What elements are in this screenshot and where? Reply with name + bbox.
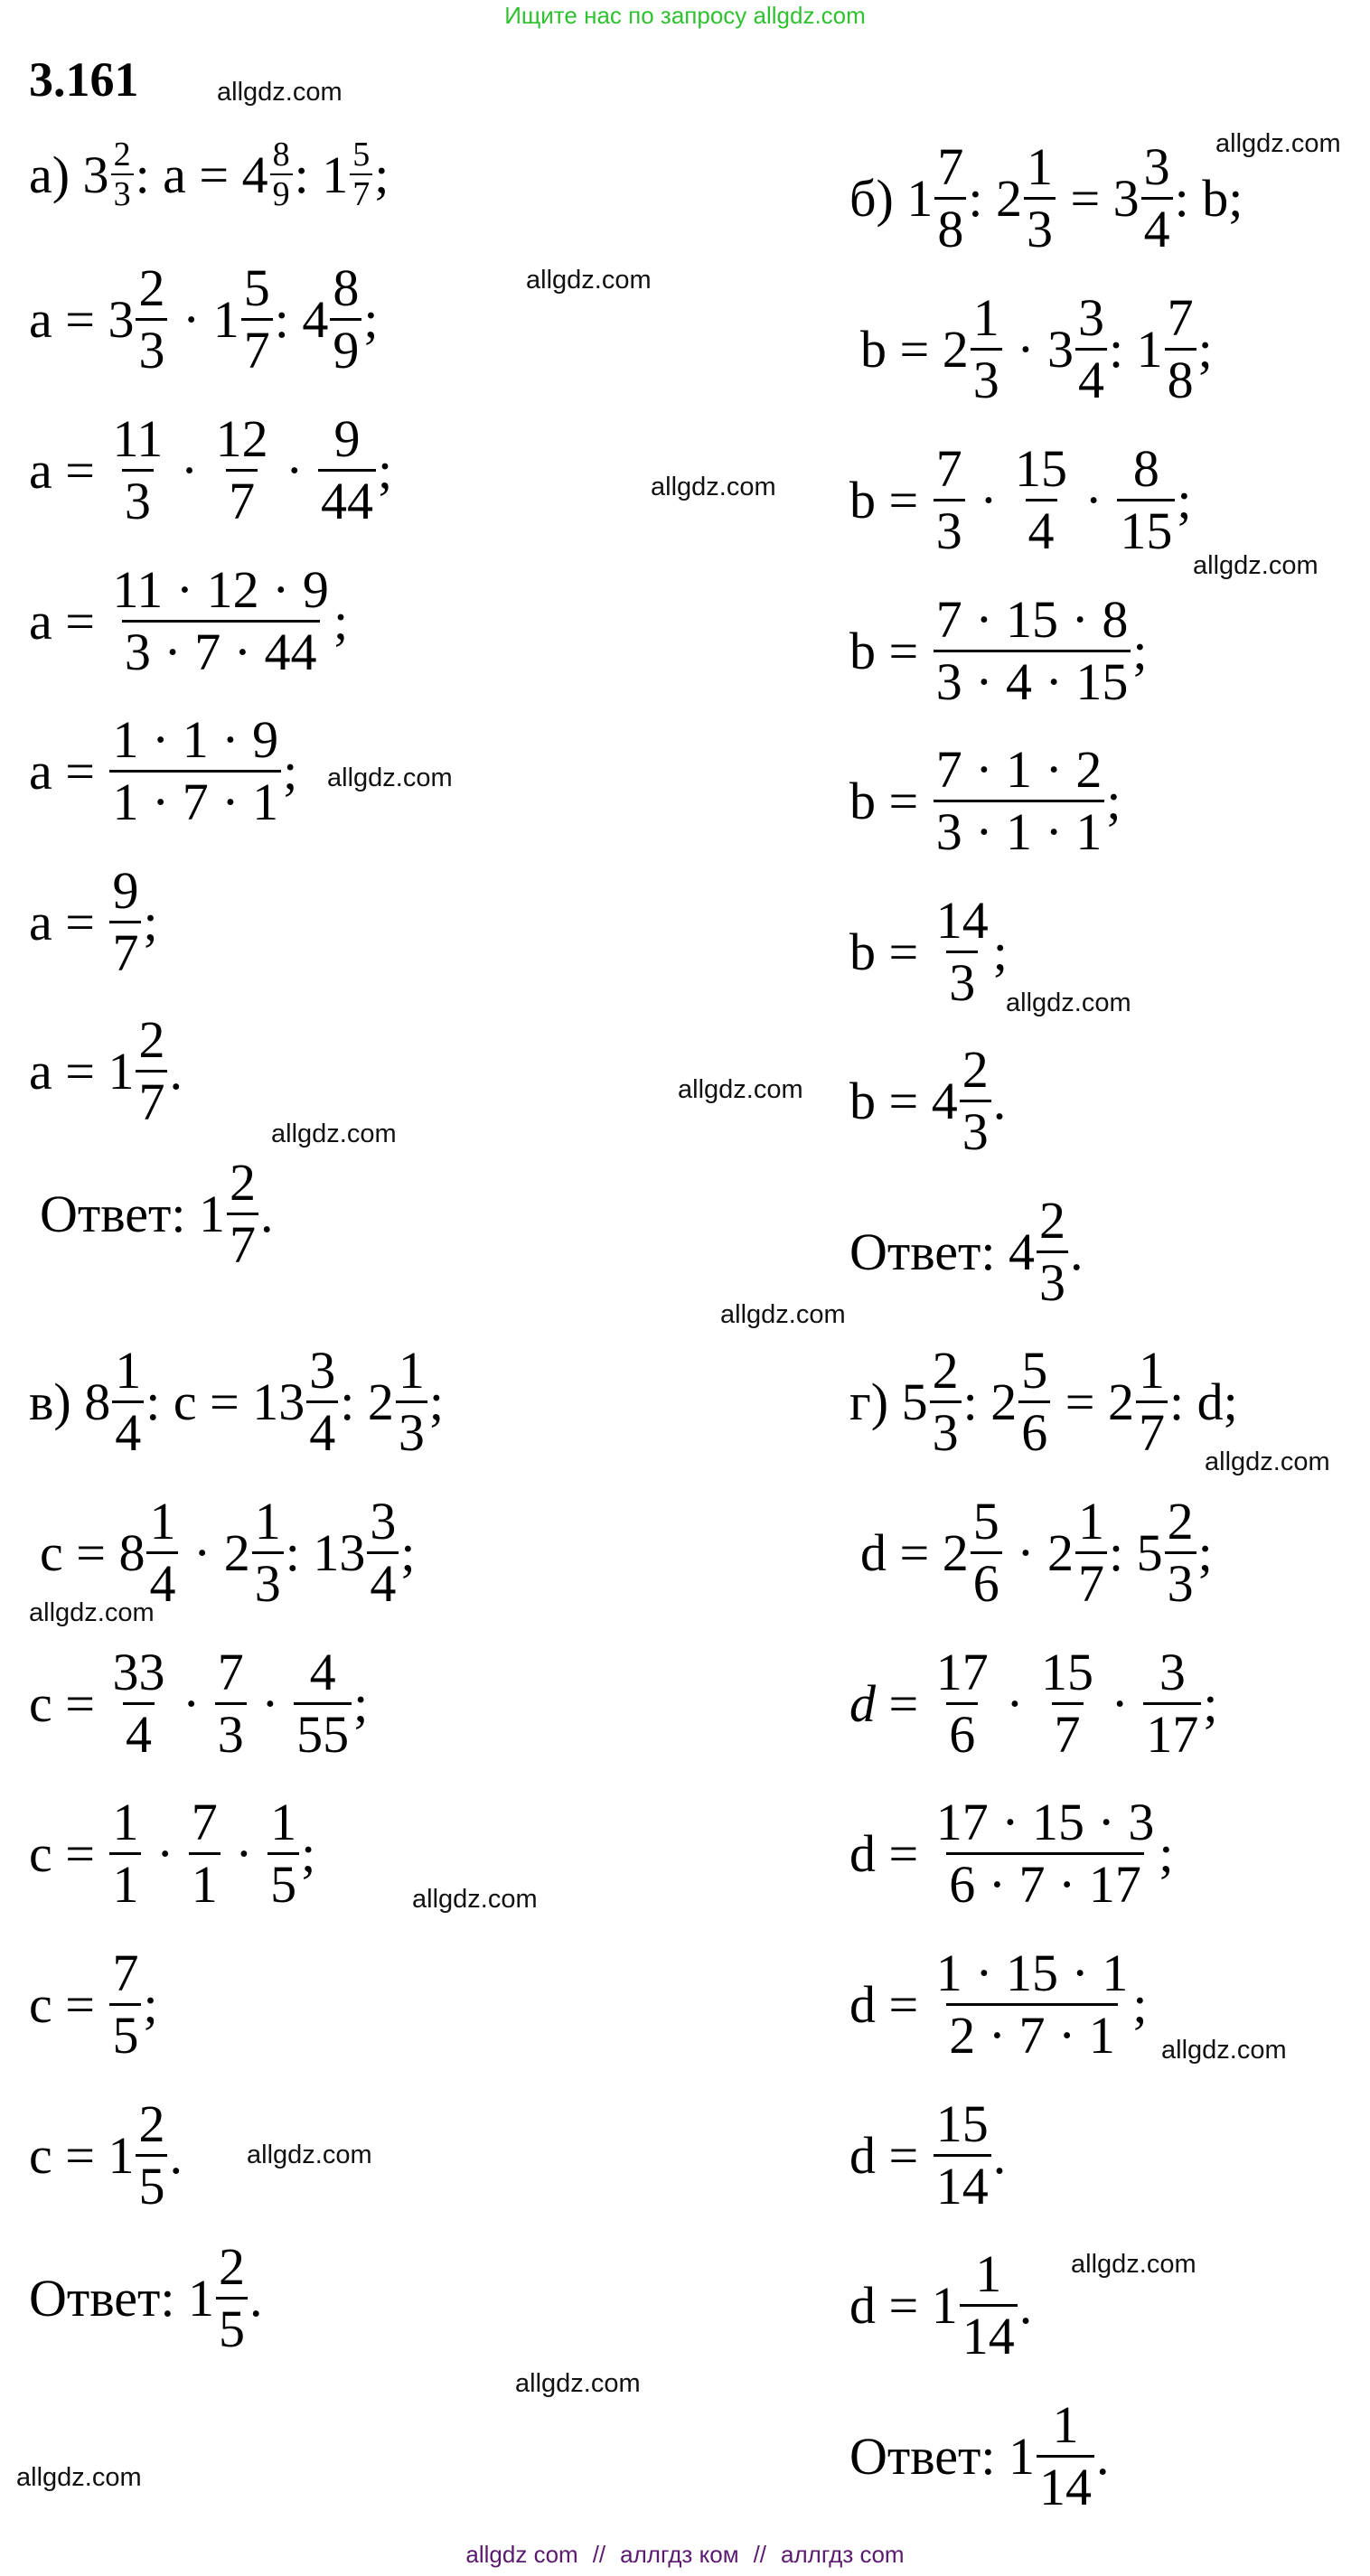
fraction: $\frac{15}{4}$: [1015, 438, 1068, 560]
fraction: $\frac{7}{5}$: [109, 1944, 141, 2065]
fraction: $\frac{9}{44}$: [318, 409, 376, 531]
part-b-answer: Ответ: 4 $\frac{2}{3}$ .: [849, 1190, 1084, 1312]
fraction: $\frac{1}{7}$: [1075, 1492, 1107, 1614]
part-v-line-2: c = 8 $\frac{1}{4}$ · 2 $\frac{1}{3}$ : 13 $\frac{3}{4}$ ;: [40, 1491, 416, 1613]
fraction: $\frac{5}{6}$: [1018, 1341, 1050, 1463]
part-b-line-5: b = $\frac{7 \cdot 1 \cdot 2}{3 \cdot 1 \cdot 1}$ ;: [849, 739, 1121, 861]
watermark: allgdz.com: [1215, 129, 1341, 158]
part-v-line-1: в) 8 $\frac{1}{4}$ : c = 13 $\frac{3}{4}$ : 2 $\frac{1}{3}$ ;: [29, 1340, 445, 1462]
watermark: allgdz.com: [678, 1075, 803, 1104]
watermark: allgdz.com: [29, 1598, 155, 1627]
part-a-line-6: a = $\frac{9}{7}$ ;: [29, 860, 158, 982]
watermark: allgdz.com: [412, 1885, 538, 1914]
footer-separator: //: [592, 2541, 606, 2568]
fraction: $\frac{15}{7}$: [1041, 1642, 1094, 1764]
fraction: $\frac{11}{3}$: [112, 408, 164, 530]
part-b-line-7: b = 4 $\frac{2}{3}$ .: [849, 1039, 1007, 1161]
fraction: $\frac{1}{1}$: [109, 1793, 141, 1915]
part-v-line-4: c = $\frac{1}{1}$ · $\frac{7}{1}$ · $\frac{1}{5}$ ;: [29, 1792, 316, 1914]
fraction: $\frac{11 \cdot 12 \cdot 9}{3 \cdot 7 \cdot 44}$: [112, 559, 329, 681]
watermark: allgdz.com: [327, 763, 453, 792]
part-v-line-5: c = $\frac{7}{5}$ ;: [29, 1943, 158, 2065]
fraction: $\frac{2}{3}$: [1165, 1492, 1196, 1614]
part-b-line-2: b = 2 $\frac{1}{3}$ · 3 $\frac{3}{4}$ : 1 $\frac{7}{8}$ ;: [860, 287, 1213, 409]
watermark: allgdz.com: [1205, 1447, 1330, 1476]
fraction: $\frac{7}{8}$: [1165, 288, 1196, 410]
fraction: $\frac{8}{15}$: [1117, 439, 1175, 561]
watermark: allgdz.com: [271, 1119, 397, 1148]
watermark: allgdz.com: [526, 266, 652, 295]
fraction: $\frac{7}{8}$: [934, 137, 966, 259]
fraction: $\frac{7}{1}$: [189, 1793, 221, 1915]
fraction: $\frac{2}{5}$: [216, 2237, 248, 2359]
part-v-line-6: c = 1 $\frac{2}{5}$ .: [29, 2094, 183, 2215]
part-b-line-4: b = $\frac{7 \cdot 15 \cdot 8}{3 \cdot 4 \cdot 15}$ ;: [849, 589, 1148, 711]
watermark: allgdz.com: [16, 2463, 142, 2492]
footer-link[interactable]: аллгдз com: [781, 2541, 905, 2568]
part-a-line-1: а) 3 $\frac{2}{3}$ : a = 4 $\frac{8}{9}$ : 1 $\frac{5}{7}$ ;: [29, 136, 389, 213]
part-g-line-2: d = 2 $\frac{5}{6}$ · 2 $\frac{1}{7}$ : 5 $\frac{2}{3}$ ;: [860, 1491, 1213, 1613]
part-g-line-3: d = $\frac{17}{6}$ · $\frac{15}{7}$ · $\frac{3}{17}$ ;: [849, 1642, 1218, 1764]
fraction: $\frac{2}{3}$: [930, 1341, 962, 1463]
top-banner[interactable]: Ищите нас по запросу allgdz.com: [504, 2, 866, 29]
footer-separator: //: [753, 2541, 767, 2568]
fraction: $\frac{8}{9}$: [270, 136, 293, 213]
fraction: $\frac{2}{7}$: [227, 1153, 258, 1275]
part-g-line-4: d = $\frac{17 \cdot 15 \cdot 3}{6 \cdot 7 \cdot 17}$ ;: [849, 1792, 1174, 1914]
fraction: $\frac{17 \cdot 15 \cdot 3}{6 \cdot 7 \cdot 17}$: [935, 1792, 1155, 1914]
footer-link[interactable]: allgdz com: [465, 2541, 578, 2568]
fraction: $\frac{1}{3}$: [971, 288, 1002, 410]
part-v-line-3: c = $\frac{33}{4}$ · $\frac{7}{3}$ · $\frac{4}{55}$ ;: [29, 1642, 369, 1764]
fraction: $\frac{1}{3}$: [396, 1341, 427, 1463]
part-b-line-6: b = $\frac{14}{3}$ ;: [849, 890, 1008, 1012]
part-a-line-4: a = $\frac{11 \cdot 12 \cdot 9}{3 \cdot 7 \cdot 44}$ ;: [29, 559, 349, 681]
fraction: $\frac{1}{14}$: [1037, 2395, 1094, 2517]
fraction: $\frac{5}{7}$: [241, 258, 273, 380]
watermark: allgdz.com: [515, 2369, 641, 2398]
fraction: $\frac{2}{3}$: [960, 1040, 991, 1162]
fraction: $\frac{3}{17}$: [1143, 1643, 1201, 1765]
fraction: $\frac{4}{55}$: [294, 1643, 352, 1765]
fraction: $\frac{7 \cdot 1 \cdot 2}{3 \cdot 1 \cdot 1}$: [934, 740, 1105, 862]
fraction: $\frac{2}{3}$: [136, 258, 167, 380]
part-g-line-6: d = $\frac{15}{14}$ .: [849, 2094, 1007, 2215]
fraction: $\frac{1}{3}$: [252, 1492, 284, 1614]
fraction: $\frac{33}{4}$: [112, 1642, 165, 1764]
watermark: allgdz.com: [1071, 2250, 1196, 2279]
fraction: $\frac{5}{6}$: [971, 1492, 1002, 1614]
fraction: $\frac{2}{7}$: [136, 1010, 167, 1132]
fraction: $\frac{2}{3}$: [111, 136, 134, 213]
fraction: $\frac{2}{5}$: [136, 2094, 167, 2216]
watermark: allgdz.com: [217, 78, 342, 107]
part-g-answer: Ответ: 1 $\frac{1}{14}$ .: [849, 2394, 1110, 2516]
fraction: $\frac{1 \cdot 15 \cdot 1}{2 \cdot 7 \cdot 1}$: [935, 1943, 1129, 2065]
part-g-line-7: d = 1 $\frac{1}{14}$ .: [849, 2243, 1033, 2365]
fraction: $\frac{1}{5}$: [267, 1793, 299, 1915]
fraction: $\frac{1}{14}$: [960, 2244, 1018, 2366]
fraction: $\frac{12}{7}$: [215, 408, 268, 530]
watermark: allgdz.com: [247, 2140, 372, 2169]
fraction: $\frac{7}{3}$: [934, 439, 965, 561]
part-b-line-1: б) 1 $\frac{7}{8}$ : 2 $\frac{1}{3}$ = 3 $\frac{3}{4}$ : b;: [849, 136, 1243, 258]
part-a-line-7: a = 1 $\frac{2}{7}$ .: [29, 1009, 183, 1131]
footer-link[interactable]: аллгдз ком: [620, 2541, 739, 2568]
exercise-number: 3.161: [29, 52, 139, 107]
fraction: $\frac{1 \cdot 1 \cdot 9}{1 \cdot 7 \cdot 1}$: [109, 710, 281, 832]
fraction: $\frac{3}{4}$: [1075, 288, 1107, 410]
footer: [0, 2539, 1370, 2570]
watermark: allgdz.com: [651, 473, 776, 501]
fraction: $\frac{1}{3}$: [1024, 137, 1056, 259]
fraction: $\frac{1}{4}$: [146, 1492, 178, 1614]
fraction: $\frac{5}{7}$: [350, 136, 372, 213]
part-g-line-5: d = $\frac{1 \cdot 15 \cdot 1}{2 \cdot 7 \cdot 1}$ ;: [849, 1943, 1148, 2065]
part-a-line-3: a = $\frac{11}{3}$ · $\frac{12}{7}$ · $\frac{9}{44}$ ;: [29, 408, 393, 530]
watermark: allgdz.com: [1161, 2036, 1287, 2065]
fraction: $\frac{7 \cdot 15 \cdot 8}{3 \cdot 4 \cdot 15}$: [934, 590, 1131, 712]
part-a-answer: Ответ: 1 $\frac{2}{7}$ .: [40, 1152, 274, 1274]
fraction: $\frac{1}{7}$: [1136, 1341, 1168, 1463]
part-v-answer: Ответ: 1 $\frac{2}{5}$ .: [29, 2236, 263, 2358]
fraction: $\frac{17}{6}$: [935, 1642, 989, 1764]
fraction: $\frac{3}{4}$: [367, 1492, 399, 1614]
fraction: $\frac{1}{4}$: [112, 1341, 144, 1463]
fraction: $\frac{9}{7}$: [109, 861, 141, 983]
fraction: $\frac{7}{3}$: [215, 1643, 247, 1765]
part-g-line-1: г) 5 $\frac{2}{3}$ : 2 $\frac{5}{6}$ = 2 $\frac{1}{7}$ : d;: [849, 1340, 1238, 1462]
fraction: $\frac{3}{4}$: [1141, 137, 1173, 259]
fraction: $\frac{2}{3}$: [1037, 1191, 1068, 1313]
fraction: $\frac{8}{9}$: [330, 258, 361, 380]
part-b-line-3: b = $\frac{7}{3}$ · $\frac{15}{4}$ · $\frac{8}{15}$ ;: [849, 438, 1192, 560]
fraction: $\frac{3}{4}$: [306, 1341, 338, 1463]
watermark: allgdz.com: [1006, 988, 1131, 1017]
watermark: allgdz.com: [720, 1300, 846, 1329]
part-a-line-2: a = 3 $\frac{2}{3}$ · 1 $\frac{5}{7}$ : 4 $\frac{8}{9}$ ;: [29, 258, 379, 379]
fraction: $\frac{14}{3}$: [935, 890, 989, 1012]
part-a-line-5: a = $\frac{1 \cdot 1 \cdot 9}{1 \cdot 7 \cdot 1}$ ;: [29, 709, 298, 831]
fraction: $\frac{15}{14}$: [934, 2094, 991, 2216]
watermark: allgdz.com: [1193, 551, 1318, 580]
